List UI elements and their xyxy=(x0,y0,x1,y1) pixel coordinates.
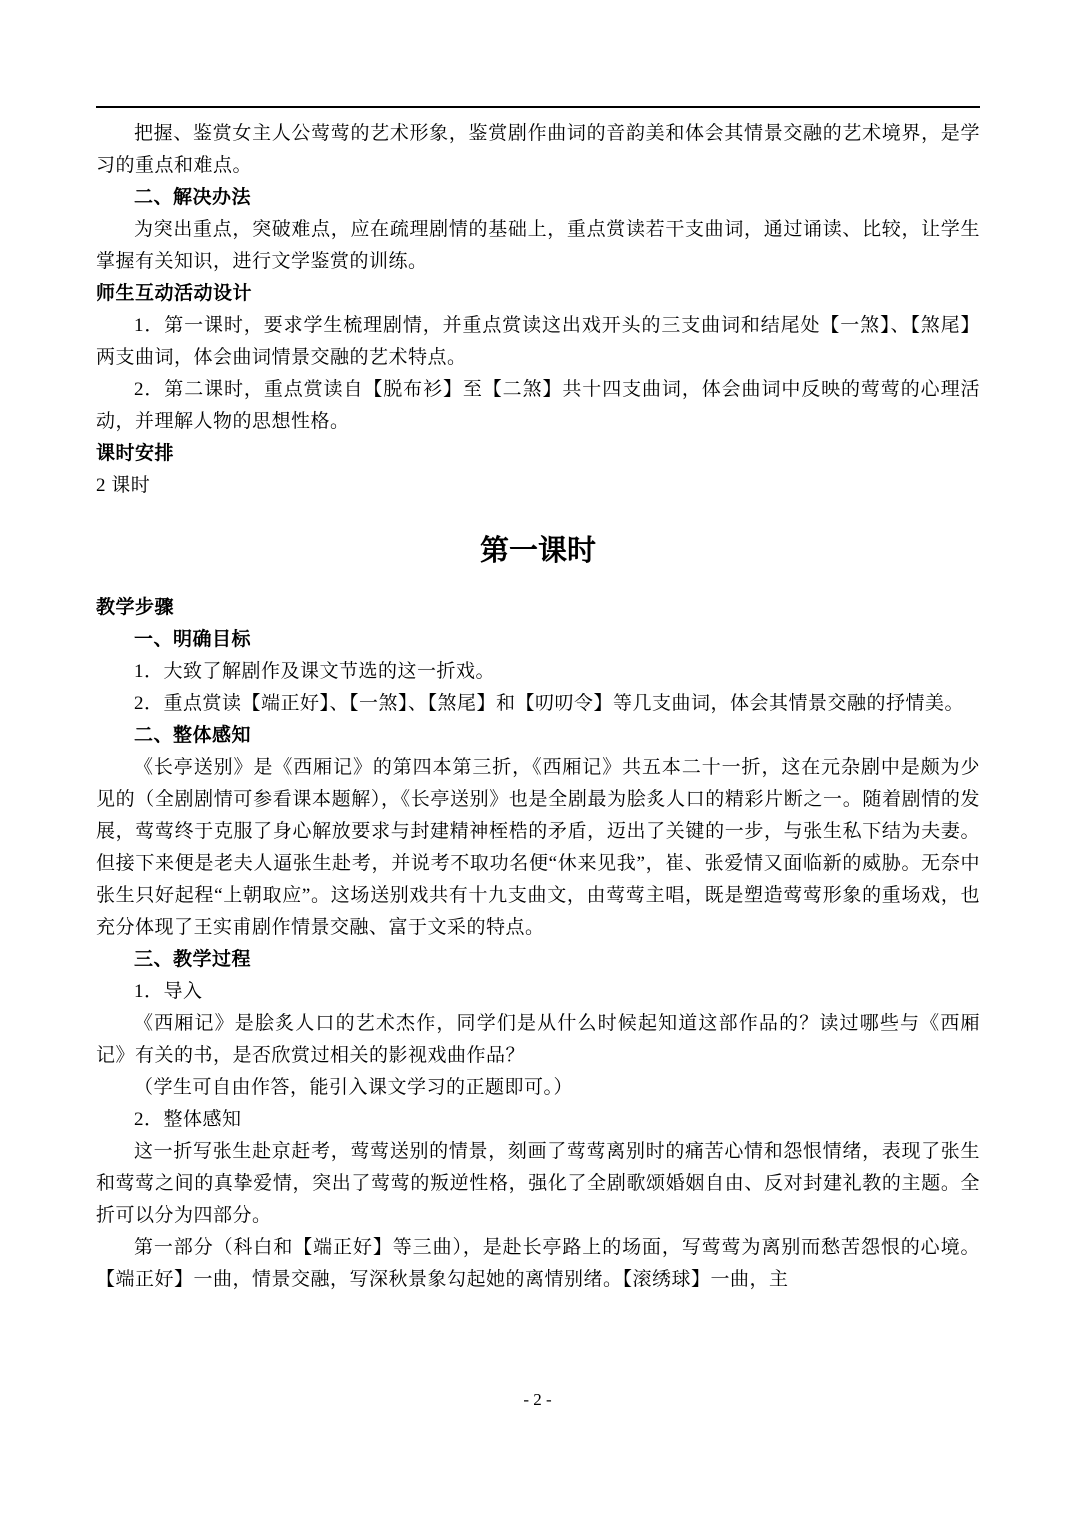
page-content xyxy=(96,106,980,1296)
focus-difficulty-paragraph: 把握、鉴赏女主人公莺莺的艺术形象，鉴赏剧作曲词的音韵美和体会其情景交融的艺术境界，是学习的重点和难点。 xyxy=(96,123,980,176)
overview-paragraph: 《长亭送别》是《西厢记》的第四本第三折，《西厢记》共五本二十一折，这在元杂剧中是颇为少见的（全剧剧情可参看课本题解），《长亭送别》也是全剧最为脍炙人口的精彩片断之一。随着剧情的发展，莺莺终于克服了身心解放要求与封建精神桎梏的矛盾，迈出了关键的一步，与张生私下结为夫妻。但接下来便是老夫人逼张生赴考，并说考不取功名便“休来见我”，崔、张爱情又面临新的威胁。无奈中张生只好起程“上朝取应”。这场送别戏共有十九支曲文，由莺莺主唱，既是塑造莺莺形象的重场戏，也充分体现了王实甫剧作情景交融、富于文采的特点。 xyxy=(96,757,980,938)
heading-solution: 二、解决办法 xyxy=(134,187,252,208)
lesson-title: 第一课时 xyxy=(479,535,596,567)
heading-schedule: 课时安排 xyxy=(96,443,175,464)
goal-item-1: 1．大致了解剧作及课文节选的这一折戏。 xyxy=(134,661,496,682)
summary-paragraph: 这一折写张生赴京赶考，莺莺送别的情景，刻画了莺莺离别时的痛苦心情和怨恨情绪，表现了张生和莺莺之间的真挚爱情，突出了莺莺的叛逆性格，强化了全剧歌颂婚姻自由、反对封建礼教的主题。全折可以分为四部分。 xyxy=(96,1141,980,1226)
goal-item-2: 2．重点赏读【端正好】、【一煞】、【煞尾】和【叨叨令】等几支曲词，体会其情景交融的抒情美。 xyxy=(134,693,965,714)
interaction-item-2: 2．第二课时，重点赏读自【脱布衫】至【二煞】共十四支曲词，体会曲词中反映的莺莺的心理活动，并理解人物的思想性格。 xyxy=(96,379,980,432)
heading-teaching-process: 三、教学过程 xyxy=(134,949,252,970)
part-one-paragraph: 第一部分（科白和【端正好】等三曲），是赴长亭路上的场面，写莺莺为离别而愁苦怨恨的心境。【端正好】一曲，情景交融，写深秋景象勾起她的离情别绪。【滚绣球】一曲，主 xyxy=(96,1237,980,1290)
process-step-1: 1．导入 xyxy=(134,981,203,1002)
page-footer xyxy=(0,1390,1075,1410)
solution-paragraph: 为突出重点，突破难点，应在疏理剧情的基础上，重点赏读若干支曲词，通过诵读、比较，让学生掌握有关知识，进行文学鉴赏的训练。 xyxy=(96,219,980,272)
page-number: - 2 - xyxy=(523,1390,552,1409)
process-step-2: 2．整体感知 xyxy=(134,1109,242,1130)
heading-teaching-steps: 教学步骤 xyxy=(96,597,175,618)
heading-interaction-design: 师生互动活动设计 xyxy=(96,283,253,304)
interaction-item-1: 1．第一课时，要求学生梳理剧情，并重点赏读这出戏开头的三支曲词和结尾处【一煞】、【煞尾】两支曲词，体会曲词情景交融的艺术特点。 xyxy=(96,315,980,368)
heading-overall-perception: 二、整体感知 xyxy=(134,725,252,746)
lead-in-note: （学生可自由作答，能引入课文学习的正题即可。） xyxy=(134,1077,574,1098)
schedule-text: 2 课时 xyxy=(96,475,151,496)
header-rule xyxy=(96,106,980,108)
heading-clear-goals: 一、明确目标 xyxy=(134,629,252,650)
lead-in-question: 《西厢记》是脍炙人口的艺术杰作，同学们是从什么时候起知道这部作品的？读过哪些与《西厢记》有关的书，是否欣赏过相关的影视戏曲作品？ xyxy=(96,1013,980,1066)
